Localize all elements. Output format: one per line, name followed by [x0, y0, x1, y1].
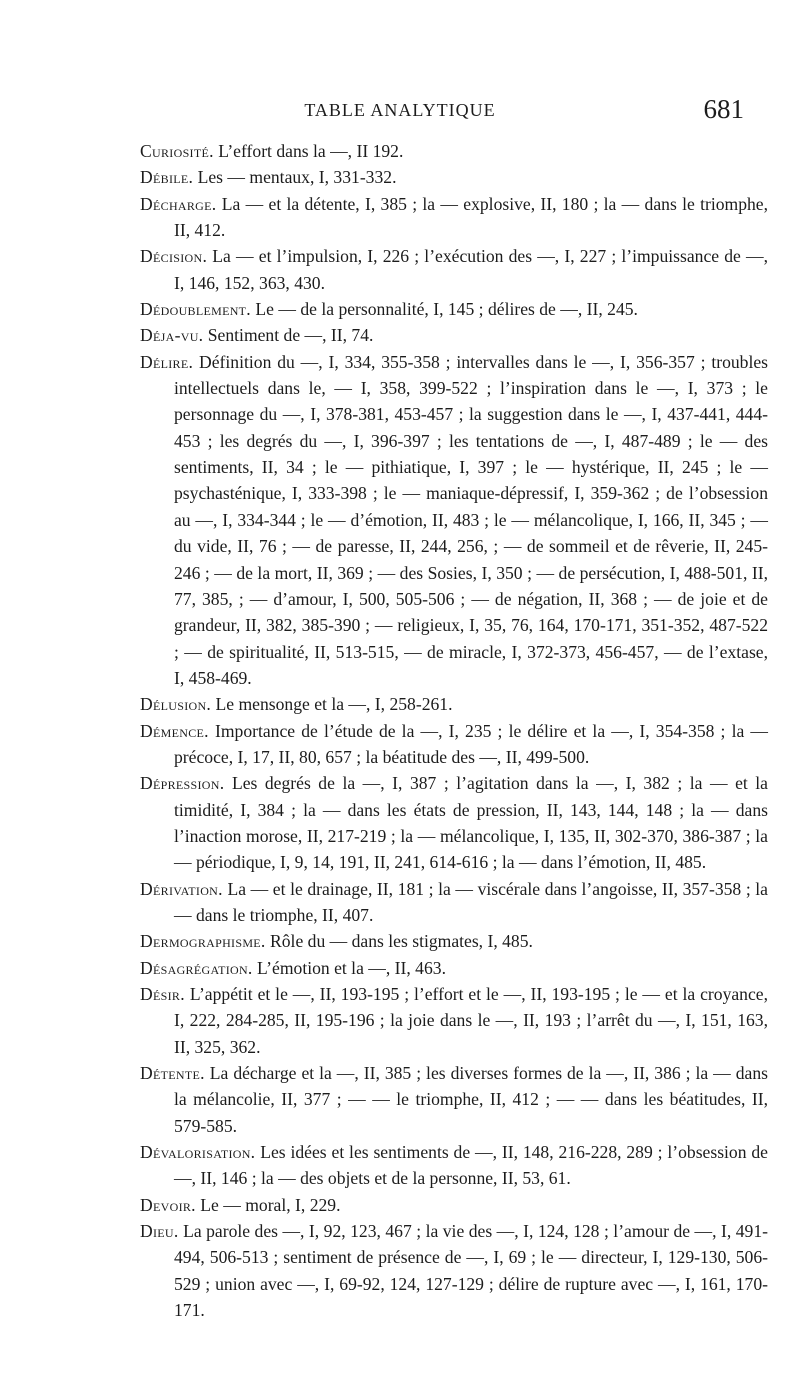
entry-text: Les — mentaux, I, 331-332.: [193, 167, 397, 188]
entry-text: Le mensonge et la —, I, 258-261.: [211, 694, 453, 715]
index-entry: [140, 1218, 768, 1323]
index-entry: [140, 691, 768, 717]
entry-term: Devoir.: [140, 1194, 196, 1215]
entry-term: Désir.: [140, 984, 185, 1004]
index-entry: [140, 981, 768, 1060]
entry-term: Démence.: [140, 720, 209, 741]
index-entry: [140, 770, 768, 875]
entry-text: L’effort dans la —, II 192.: [213, 141, 404, 161]
index-entry: [140, 322, 768, 348]
entry-text: Importance de l’étude de la —, I, 235 ; le délire et la —, I, 354-358 ; la — précoce, I, 17, II, 80, 657 ; la béatitude des —, II, 499-500.: [174, 720, 768, 767]
entry-term: Décharge.: [140, 193, 217, 214]
entry-term: Dieu.: [140, 1221, 179, 1242]
running-title: TABLE ANALYTIQUE: [304, 100, 496, 120]
index-entry: [140, 138, 768, 164]
entry-text: La parole des —, I, 92, 123, 467 ; la vie des —, I, 124, 128 ; l’amour de —, I, 491-494, 506-513 ; sentiment de présence de —, I, 69 ; le — directeur, I, 129-130, 506-529 ; union avec —, I, 69-92, 124, 127-129 ; délire de rupture avec —, I, 161, 170-171.: [174, 1221, 768, 1321]
entry-text: La décharge et la —, II, 385 ; les diverses formes de la —, II, 386 ; la — dans la mélancolie, II, 377 ; — — le triomphe, II, 412 ; — — dans les béatitudes, II, 579-585.: [174, 1063, 768, 1136]
entry-term: Délusion.: [140, 694, 212, 715]
entry-text: Sentiment de —, II, 74.: [203, 325, 374, 346]
index-entry: [140, 718, 768, 771]
entry-term: Décision.: [140, 246, 208, 267]
entry-text: Rôle du — dans les stigmates, I, 485.: [265, 931, 533, 952]
entry-term: Dévalorisation.: [140, 1142, 256, 1163]
page-number: 681: [703, 94, 744, 124]
entry-text: L’appétit et le —, II, 193-195 ; l’effort et le —, II, 193-195 ; le — et la croyance, I, 222, 284-285, II, 195-196 ; la joie dans le —, II, 193 ; l’arrêt du —, I, 151, 163, II, 325, 362.: [174, 984, 768, 1057]
index-entry: [140, 191, 768, 244]
index-entry: [140, 296, 768, 322]
index-entry: [140, 1139, 768, 1192]
entry-text: La — et la détente, I, 385 ; la — explosive, II, 180 ; la — dans le triomphe, II, 412.: [174, 193, 768, 241]
entry-text: L’émotion et la —, II, 463.: [252, 957, 446, 978]
entry-term: Dérivation.: [140, 878, 223, 899]
entry-text: La — et le drainage, II, 181 ; la — viscérale dans l’angoisse, II, 357-358 ; la — dans le triomphe, II, 407.: [174, 878, 768, 925]
entry-term: Délire.: [140, 351, 194, 372]
entry-text: La — et l’impulsion, I, 226 ; l’exécution des —, I, 227 ; l’impuissance de —, I, 146, 152, 363, 430.: [174, 246, 768, 293]
entry-term: Dédoublement.: [140, 299, 251, 320]
entry-text: Le — moral, I, 229.: [195, 1194, 341, 1215]
entry-term: Débile.: [140, 167, 194, 188]
entry-text: Les idées et les sentiments de —, II, 148, 216-228, 289 ; l’obsession de —, II, 146 ; la — des objets et de la personne, II, 53, 61.: [174, 1142, 768, 1189]
index-entry: [140, 243, 768, 296]
running-header: [0, 94, 800, 140]
entry-text: Le — de la personnalité, I, 145 ; délires de —, II, 245.: [251, 299, 638, 320]
index-entry: [140, 1060, 768, 1139]
index-entry: [140, 1192, 768, 1218]
index-entry: [140, 928, 768, 954]
entry-term: Désagrégation.: [140, 957, 253, 978]
index-entry: [140, 349, 768, 691]
entry-term: Déja-vu.: [140, 325, 204, 346]
index-entry: [140, 164, 768, 190]
index-entry: [140, 955, 768, 981]
entry-term: Curiosité.: [140, 141, 214, 161]
entry-term: Dépression.: [140, 773, 225, 794]
index-entries: [140, 138, 768, 1323]
index-entry: [140, 876, 768, 929]
entry-term: Détente.: [140, 1063, 205, 1084]
entry-text: Les degrés de la —, I, 387 ; l’agitation dans la —, I, 382 ; la — et la timidité, I, 384 ; la — dans les états de pression, II, 143, 144, 148 ; la — dans l’inaction morose, II, 217-219 ; la — mélancolique, I, 135, II, 302-370, 386-387 ; la — périodique, I, 9, 14, 191, II, 241, 614-616 ; la — dans l’émotion, II, 485.: [174, 773, 768, 873]
entry-term: Dermographisme.: [140, 931, 266, 952]
entry-text: Définition du —, I, 334, 355-358 ; intervalles dans le —, I, 356-357 ; troubles intellectuels dans le, — I, 358, 399-522 ; l’inspiration dans le —, I, 373 ; le personnage du —, I, 378-381, 453-457 ; la suggestion dans le —, I, 437-441, 444-453 ; les degrés du —, I, 396-397 ; les tentations de —, I, 487-489 ; le — des sentiments, II, 34 ; le — pithiatique, I, 397 ; le — hystérique, II, 245 ; le — psychasténique, I, 333-398 ; le — maniaque-dépressif, I, 359-362 ; de l’obsession au —, I, 334-344 ; le — d’émotion, II, 483 ; le — mélancolique, I, 166, II, 345 ; — du vide, II, 76 ; — de paresse, II, 244, 256, ; — de sommeil et de rêverie, II, 245-246 ; — de la mort, II, 369 ; — des Sosies, I, 350 ; — de persécution, I, 488-501, II, 77, 385, ; — d’amour, I, 500, 505-506 ; — de négation, II, 368 ; — de joie et de grandeur, II, 382, 385-390 ; — religieux, I, 35, 76, 164, 170-171, 351-352, 487-522 ; — de spiritualité, II, 513-515, — de miracle, I, 372-373, 456-457, — de l’extase, I, 458-469.: [174, 351, 768, 688]
